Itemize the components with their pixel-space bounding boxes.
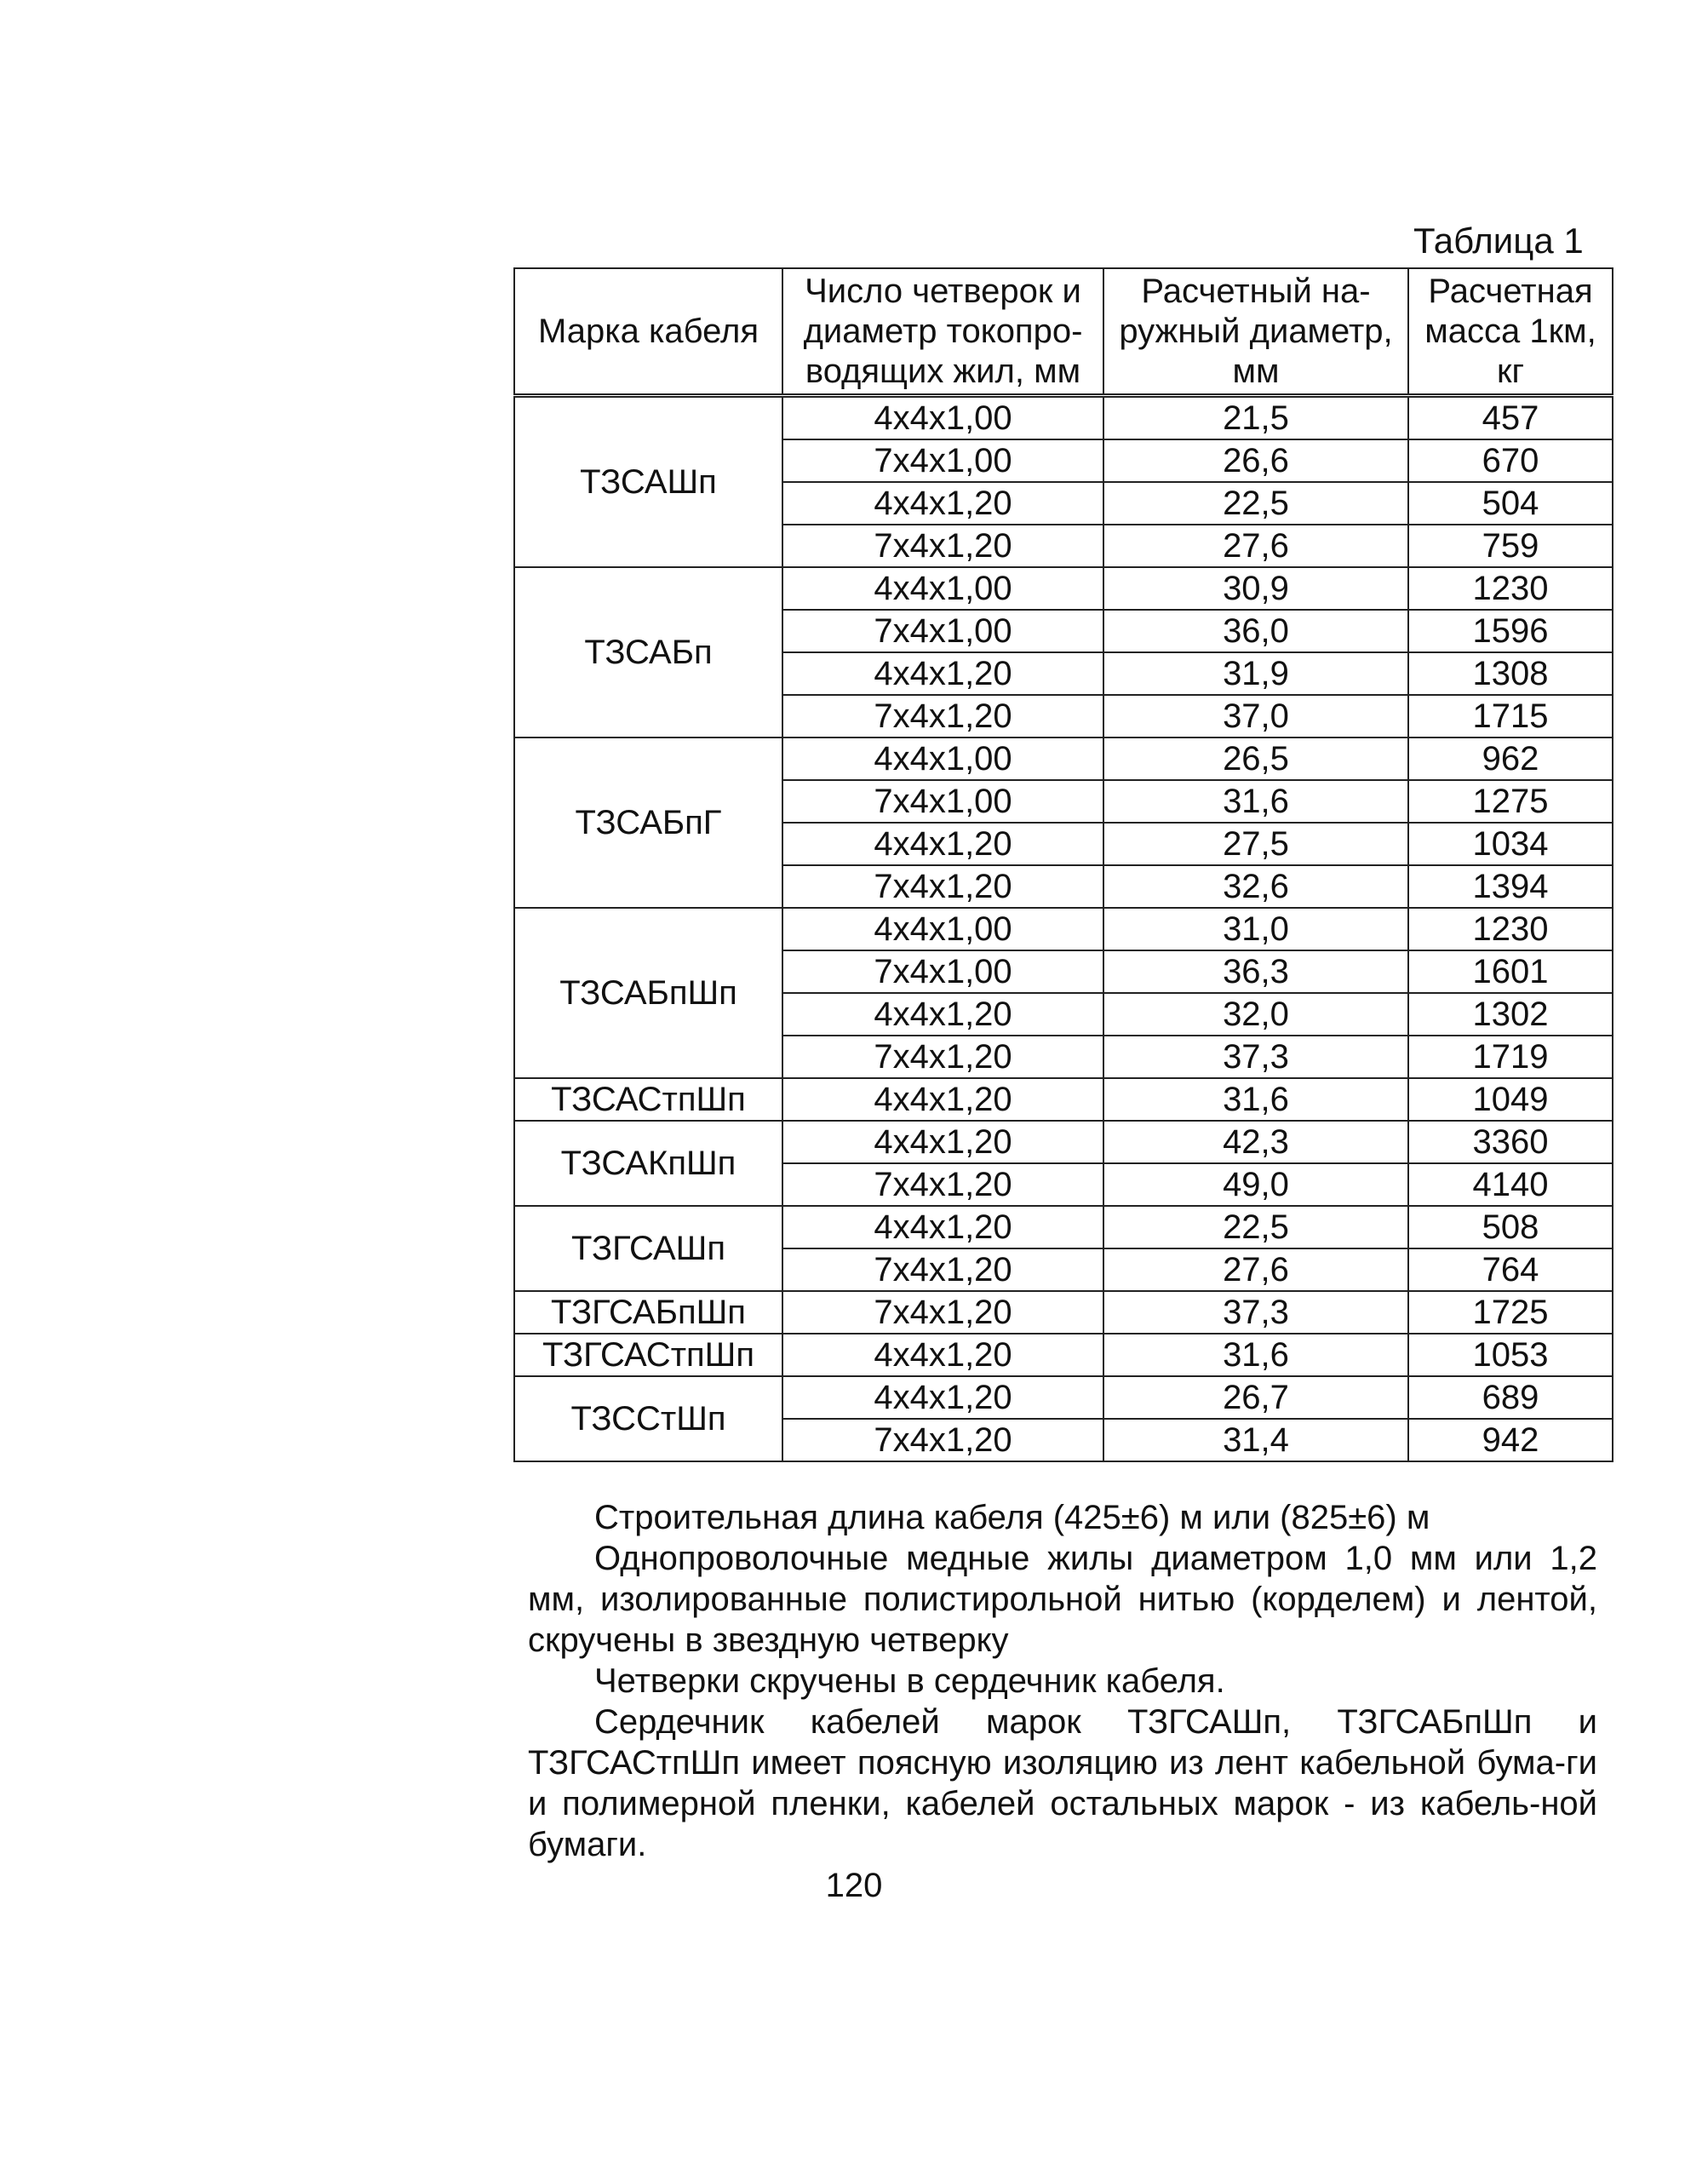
outer-diameter-cell: 31,6	[1103, 1078, 1408, 1121]
mass-cell: 1302	[1408, 993, 1613, 1036]
mass-cell: 689	[1408, 1376, 1613, 1419]
outer-diameter-cell: 31,6	[1103, 780, 1408, 823]
quad-spec-cell: 4х4х1,20	[782, 1376, 1103, 1419]
quad-spec-cell: 4х4х1,20	[782, 823, 1103, 865]
quad-spec-cell: 4х4х1,00	[782, 908, 1103, 950]
quad-spec-cell: 7х4х1,00	[782, 780, 1103, 823]
quad-spec-cell: 4х4х1,00	[782, 738, 1103, 780]
quad-spec-cell: 7х4х1,20	[782, 695, 1103, 738]
mass-cell: 508	[1408, 1206, 1613, 1248]
table-row	[514, 1078, 1613, 1121]
table-caption: Таблица 1	[1413, 221, 1584, 261]
outer-diameter-cell: 32,0	[1103, 993, 1408, 1036]
mass-cell: 942	[1408, 1419, 1613, 1461]
header-cable-brand: Марка кабеля	[514, 268, 782, 396]
quad-spec-cell: 7х4х1,00	[782, 950, 1103, 993]
table-row	[514, 738, 1613, 780]
table-header-row	[514, 268, 1613, 396]
paragraph-core: Четверки скручены в сердечник кабеля.	[594, 1662, 1225, 1700]
outer-diameter-cell: 37,3	[1103, 1036, 1408, 1078]
outer-diameter-cell: 22,5	[1103, 1206, 1408, 1248]
outer-diameter-cell: 37,0	[1103, 695, 1408, 738]
paragraph-length: Строительная длина кабеля (425±6) м или (825±6) м	[594, 1499, 1430, 1536]
mass-cell: 1596	[1408, 610, 1613, 652]
table-row	[514, 1334, 1613, 1376]
mass-cell: 764	[1408, 1248, 1613, 1291]
mass-cell: 1053	[1408, 1334, 1613, 1376]
outer-diameter-cell: 36,0	[1103, 610, 1408, 652]
table-row	[514, 396, 1613, 440]
quad-spec-cell: 7х4х1,00	[782, 439, 1103, 482]
mass-cell: 1230	[1408, 908, 1613, 950]
cable-brand-cell: ТЗГСАШп	[514, 1206, 782, 1291]
mass-cell: 1715	[1408, 695, 1613, 738]
quad-spec-cell: 7х4х1,20	[782, 1291, 1103, 1334]
mass-cell: 1049	[1408, 1078, 1613, 1121]
quad-spec-cell: 7х4х1,20	[782, 865, 1103, 908]
mass-cell: 1308	[1408, 652, 1613, 695]
header-mass-per-km: Расчетная масса 1км, кг	[1408, 268, 1613, 396]
mass-cell: 1275	[1408, 780, 1613, 823]
cable-brand-cell: ТЗСАБпГ	[514, 738, 782, 908]
quad-spec-cell: 7х4х1,20	[782, 1419, 1103, 1461]
quad-spec-cell: 7х4х1,20	[782, 1163, 1103, 1206]
body-text	[528, 1497, 1597, 1865]
outer-diameter-cell: 31,0	[1103, 908, 1408, 950]
mass-cell: 457	[1408, 396, 1613, 440]
quad-spec-cell: 4х4х1,00	[782, 567, 1103, 610]
mass-cell: 504	[1408, 482, 1613, 525]
outer-diameter-cell: 26,5	[1103, 738, 1408, 780]
cable-specs-table	[513, 267, 1613, 1462]
mass-cell: 962	[1408, 738, 1613, 780]
table-row	[514, 1121, 1613, 1163]
cable-brand-cell: ТЗСАШп	[514, 396, 782, 568]
cable-brand-cell: ТЗГСАБпШп	[514, 1291, 782, 1334]
quad-spec-cell: 4х4х1,20	[782, 652, 1103, 695]
table-row	[514, 567, 1613, 610]
outer-diameter-cell: 27,6	[1103, 525, 1408, 567]
outer-diameter-cell: 30,9	[1103, 567, 1408, 610]
mass-cell: 3360	[1408, 1121, 1613, 1163]
mass-cell: 1601	[1408, 950, 1613, 993]
outer-diameter-cell: 22,5	[1103, 482, 1408, 525]
outer-diameter-cell: 42,3	[1103, 1121, 1408, 1163]
table-row	[514, 908, 1613, 950]
quad-spec-cell: 4х4х1,20	[782, 1334, 1103, 1376]
paragraph-insulation: Сердечник кабелей марок ТЗГСАШп, ТЗГСАБпШп и ТЗГСАСтпШп имеет поясную изоляцию из лент кабельной бума-ги и полимерной пленки, кабелей остальных марок - из кабель-ной бумаги.	[528, 1703, 1597, 1863]
header-quad-count-diameter: Число четверок и диаметр токопро-водящих жил, мм	[782, 268, 1103, 396]
quad-spec-cell: 4х4х1,20	[782, 1078, 1103, 1121]
table-row	[514, 1291, 1613, 1334]
quad-spec-cell: 7х4х1,20	[782, 1036, 1103, 1078]
cable-brand-cell: ТЗСАБпШп	[514, 908, 782, 1078]
outer-diameter-cell: 27,5	[1103, 823, 1408, 865]
cable-brand-cell: ТЗССтШп	[514, 1376, 782, 1461]
mass-cell: 759	[1408, 525, 1613, 567]
outer-diameter-cell: 26,7	[1103, 1376, 1408, 1419]
mass-cell: 1394	[1408, 865, 1613, 908]
quad-spec-cell: 4х4х1,20	[782, 1206, 1103, 1248]
mass-cell: 670	[1408, 439, 1613, 482]
cable-brand-cell: ТЗГСАСтпШп	[514, 1334, 782, 1376]
outer-diameter-cell: 31,6	[1103, 1334, 1408, 1376]
quad-spec-cell: 7х4х1,20	[782, 525, 1103, 567]
outer-diameter-cell: 31,4	[1103, 1419, 1408, 1461]
quad-spec-cell: 4х4х1,00	[782, 396, 1103, 440]
outer-diameter-cell: 36,3	[1103, 950, 1408, 993]
outer-diameter-cell: 32,6	[1103, 865, 1408, 908]
table-row	[514, 1206, 1613, 1248]
outer-diameter-cell: 21,5	[1103, 396, 1408, 440]
mass-cell: 1725	[1408, 1291, 1613, 1334]
header-outer-diameter: Расчетный на-ружный диаметр, мм	[1103, 268, 1408, 396]
paragraph-conductors: Однопроволочные медные жилы диаметром 1,0 мм или 1,2 мм, изолированные полистирольной нитью (корделем) и лентой, скручены в звездную четверку	[528, 1540, 1597, 1659]
cable-brand-cell: ТЗСАБп	[514, 567, 782, 738]
cable-brand-cell: ТЗСАСтпШп	[514, 1078, 782, 1121]
mass-cell: 1034	[1408, 823, 1613, 865]
outer-diameter-cell: 27,6	[1103, 1248, 1408, 1291]
mass-cell: 1719	[1408, 1036, 1613, 1078]
cable-brand-cell: ТЗСАКпШп	[514, 1121, 782, 1206]
mass-cell: 4140	[1408, 1163, 1613, 1206]
quad-spec-cell: 4х4х1,20	[782, 482, 1103, 525]
page-number: 120	[825, 1867, 883, 1904]
outer-diameter-cell: 49,0	[1103, 1163, 1408, 1206]
mass-cell: 1230	[1408, 567, 1613, 610]
outer-diameter-cell: 37,3	[1103, 1291, 1408, 1334]
quad-spec-cell: 4х4х1,20	[782, 1121, 1103, 1163]
quad-spec-cell: 4х4х1,20	[782, 993, 1103, 1036]
quad-spec-cell: 7х4х1,00	[782, 610, 1103, 652]
table-row	[514, 1376, 1613, 1419]
table-body	[514, 396, 1613, 1462]
outer-diameter-cell: 31,9	[1103, 652, 1408, 695]
quad-spec-cell: 7х4х1,20	[782, 1248, 1103, 1291]
outer-diameter-cell: 26,6	[1103, 439, 1408, 482]
